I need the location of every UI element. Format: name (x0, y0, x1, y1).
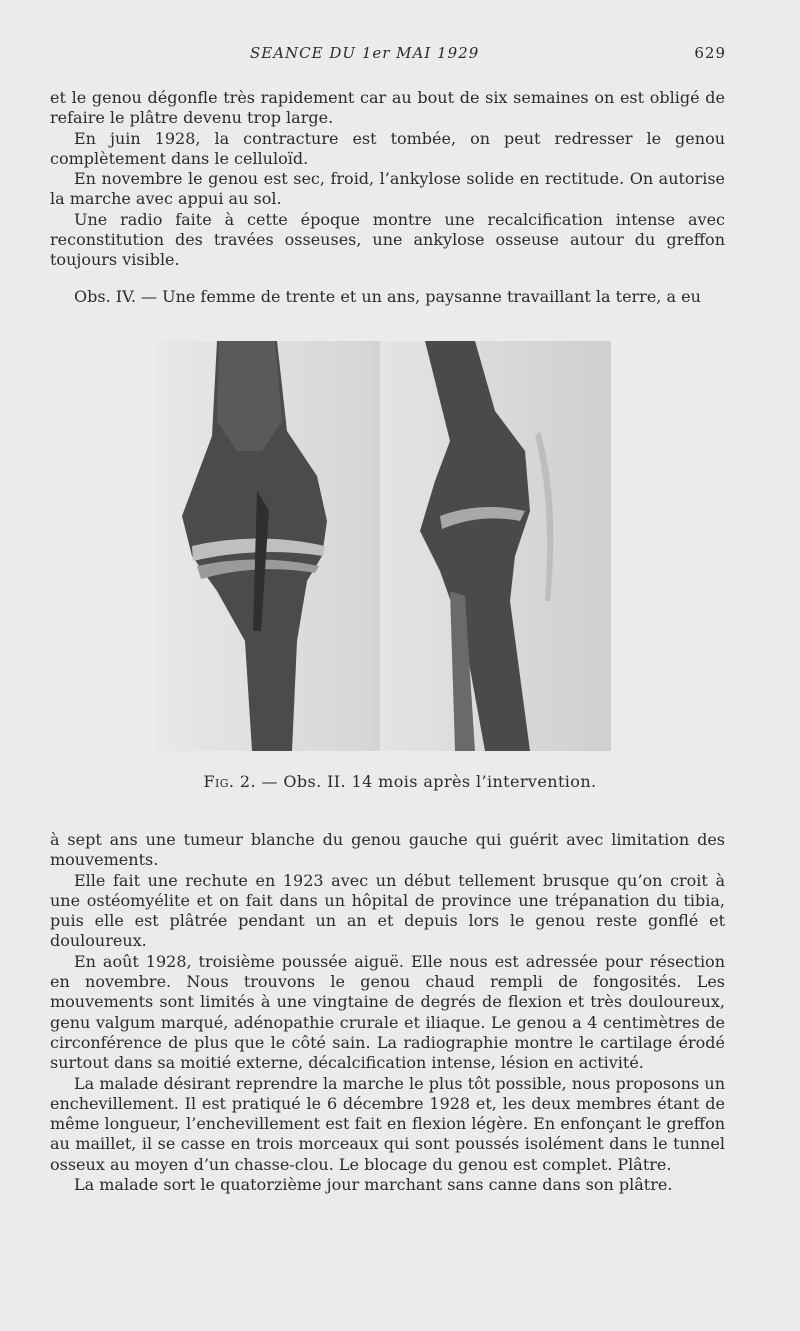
paragraph: En juin 1928, la contracture est tombée, on peut redresser le genou complètement dans le celluloïd. (50, 128, 725, 168)
figure-label: Fig. 2. (203, 772, 256, 791)
obs-paragraph: Obs. IV. — Une femme de trente et un ans, paysanne travaillant la terre, a eu (74, 287, 701, 306)
radiograph-side-view (380, 341, 611, 751)
knee-side-xray-image (380, 341, 611, 751)
figure-caption-text: — Obs. II. 14 mois après l’intervention. (255, 772, 597, 791)
paragraph: En novembre le genou est sec, froid, l’ankylose solide en rectitude. On autorise la marche avec appui au sol. (50, 169, 725, 209)
paragraph: La malade désirant reprendre la marche le plus tôt possible, nous proposons un enchevillement. Il est pratiqué le 6 décembre 1928 et, les deux membres étant de même longueur, l’enchevillement est fait en flexion légère. En enfonçant le greffon au maillet, il se casse en trois morceaux qui sont poussés isolément dans le tunnel osseux au moyen d’un chasse-clou. Le blocage du genou est complet. Plâtre. (50, 1073, 725, 1174)
knee-front-xray-image (157, 341, 370, 751)
page-header (0, 44, 800, 64)
paragraph: La malade sort le quatorzième jour marchant sans canne dans son plâtre. (74, 1175, 673, 1195)
page-number: 629 (694, 44, 726, 62)
text-block-top (50, 88, 725, 271)
running-title: SEANCE DU 1er MAI 1929 (250, 44, 480, 62)
radiograph-figure (157, 341, 611, 751)
paragraph: Elle fait une rechute en 1923 avec un début tellement brusque qu’on croit à une ostéomyélite et on fait dans un hôpital de province une trépanation du tibia, puis elle est plâtrée pendant un an et depuis lors le genou reste gonflé et douloureux. (50, 870, 725, 951)
figure-divider (370, 341, 380, 751)
figure-caption (0, 772, 800, 791)
paragraph: En août 1928, troisième poussée aiguë. Elle nous est adressée pour résection en novembre. Nous trouvons le genou chaud rempli de fongosités. Les mouvements sont limités à une vingtaine de degrés de flexion et très douloureux, genu valgum marqué, adénopathie crurale et iliaque. Le genou a 4 centimètres de circonférence de plus que le côté sain. La radiographie montre le cartilage érodé surtout dans sa moitié externe, décalcification intense, lésion en activité. (50, 951, 725, 1073)
paragraph: et le genou dégonfle très rapidement car au bout de six semaines on est obligé de refaire le plâtre devenu trop large. (50, 88, 725, 128)
paragraph: à sept ans une tumeur blanche du genou gauche qui guérit avec limitation des mouvements. (50, 830, 725, 870)
text-block-bottom (50, 830, 725, 1195)
radiograph-front-view (157, 341, 370, 751)
paragraph: Une radio faite à cette époque montre une recalcification intense avec reconstitution des travées osseuses, une ankylose osseuse autour du greffon toujours visible. (50, 209, 725, 270)
obs-intro-block (50, 287, 725, 307)
